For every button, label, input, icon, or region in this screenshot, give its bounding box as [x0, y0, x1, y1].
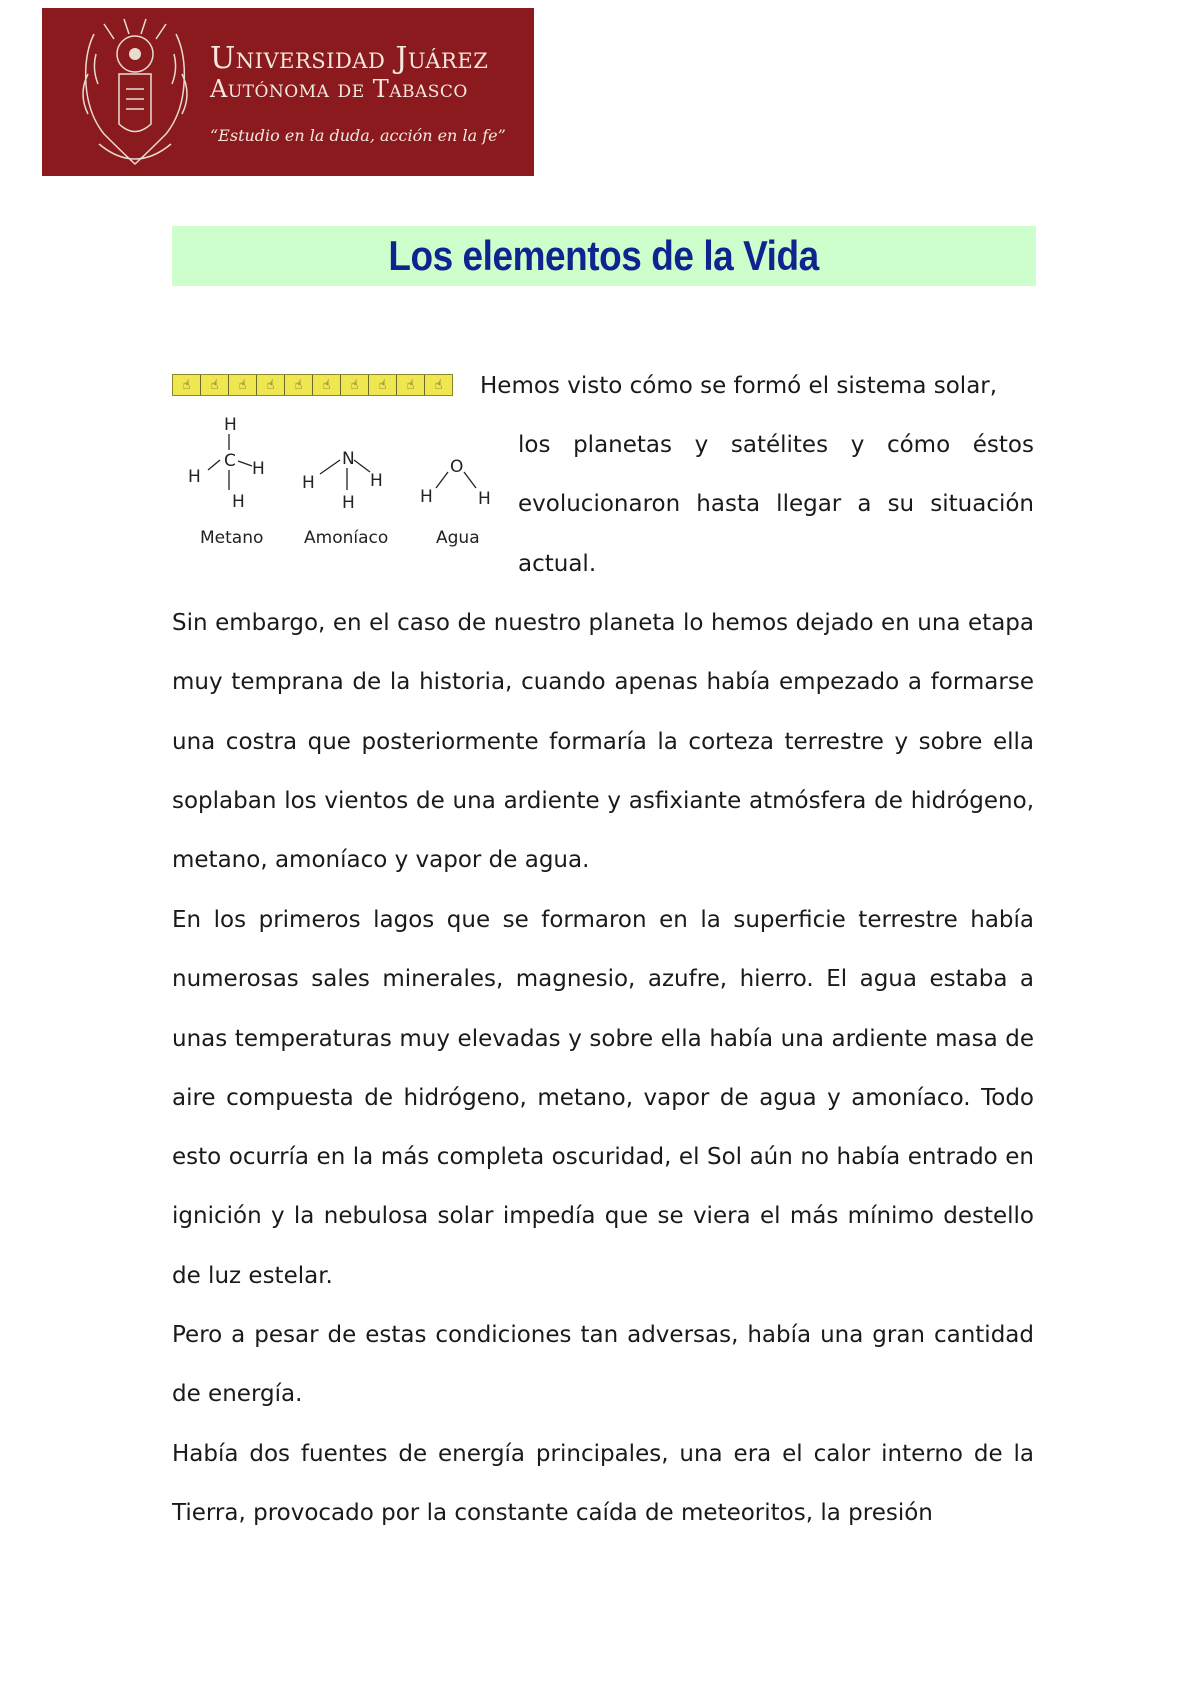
- molecule-label-water: Agua: [436, 528, 480, 548]
- svg-text:H: H: [342, 493, 355, 513]
- university-name-line2: Autónoma de Tabasco: [210, 75, 468, 103]
- university-header-banner: [42, 8, 534, 176]
- university-name: [210, 41, 489, 104]
- hand-glyph-icon: ☝: [257, 375, 285, 395]
- svg-text:H: H: [302, 473, 315, 493]
- svg-text:H: H: [224, 415, 237, 435]
- hand-glyph-icon: ☝: [369, 375, 397, 395]
- svg-text:H: H: [370, 471, 383, 491]
- hand-glyph-icon: ☝: [229, 375, 257, 395]
- hand-glyph-icon: ☝: [313, 375, 341, 395]
- university-name-line1: Universidad Juárez: [210, 41, 489, 76]
- body-paragraph: Pero a pesar de estas condiciones tan adversas, había una gran cantidad de energía.: [172, 1322, 1034, 1408]
- svg-text:H: H: [188, 467, 201, 487]
- university-motto: “Estudio en la duda, acción en la fe”: [210, 126, 506, 145]
- university-crest-logo: [74, 14, 196, 170]
- hand-glyph-icon: ☝: [201, 375, 229, 395]
- svg-text:C: C: [224, 451, 236, 471]
- svg-text:H: H: [420, 487, 433, 507]
- hand-glyph-icon: ☝: [434, 377, 443, 393]
- svg-text:H: H: [252, 459, 265, 479]
- svg-text:H: H: [478, 489, 491, 509]
- body-paragraph: Sin embargo, en el caso de nuestro planeta lo hemos dejado en una etapa muy temprana de la historia, cuando apenas había empezado a formarse una costra que posteriormente formaría la corteza terrestre y sobre ella soplaban los vientos de una ardiente y asfixiante atmósfera de hidrógeno, metano, amoníaco y vapor de agua.: [172, 610, 1034, 874]
- hand-glyph-icon: ☝: [285, 375, 313, 395]
- page-title-band: [172, 226, 1036, 286]
- hand-glyph-icon: ☝: [173, 375, 201, 395]
- svg-text:O: O: [450, 457, 464, 477]
- hand-glyph-icon: ☝: [341, 375, 369, 395]
- svg-text:N: N: [342, 449, 355, 469]
- body-paragraph: Había dos fuentes de energía principales, una era el calor interno de la Tierra, provocado por la constante caída de meteoritos, la presión: [172, 1441, 1034, 1527]
- molecule-label-ammonia: Amoníaco: [304, 528, 389, 548]
- intro-rest: los planetas y satélites y cómo éstos evolucionaron hasta llegar a su situación actual.: [518, 432, 1034, 577]
- svg-text:H: H: [232, 492, 245, 512]
- intro-paragraph: [172, 357, 1034, 597]
- page-title: Los elementos de la Vida: [388, 232, 820, 279]
- molecule-label-methane: Metano: [200, 528, 264, 548]
- body-paragraph: En los primeros lagos que se formaron en la superficie terrestre había numerosas sales minerales, magnesio, azufre, hierro. El agua estaba a unas temperaturas muy elevadas y sobre ella había una ardiente masa de aire compuesta de hidrógeno, metano, vapor de agua y amoníaco. Todo esto ocurría en la más completa oscuridad, el Sol aún no había entrado en ignición y la nebulosa solar impedía que se viera el más mínimo destello de luz estelar.: [172, 907, 1034, 1289]
- hand-glyph-icon: ☝: [397, 375, 425, 395]
- intro-line1: Hemos visto cómo se formó el sistema solar,: [480, 373, 998, 399]
